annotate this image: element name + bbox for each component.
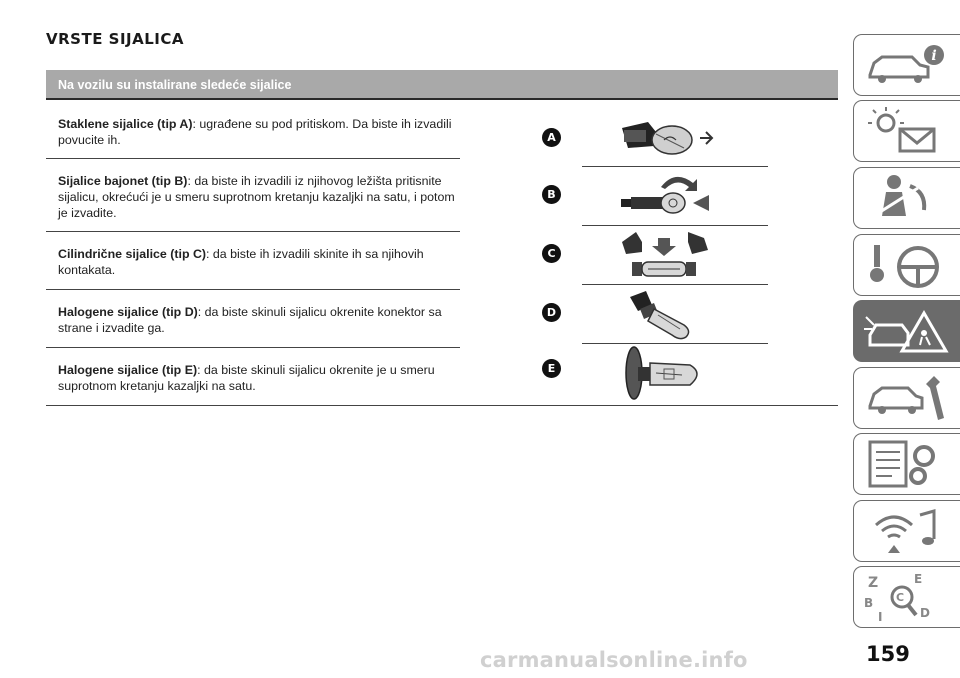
figure-divider <box>582 166 768 167</box>
figure-label-c: C <box>542 244 561 263</box>
figure-row-e <box>532 345 768 401</box>
tab-warning-lights[interactable] <box>853 100 960 162</box>
table-header <box>46 70 838 100</box>
figure-label-a: A <box>542 128 561 147</box>
bulb-type-description: : da biste ih izvadili skinite ih sa njihovih kontakata. <box>58 247 424 277</box>
row-text <box>58 246 458 278</box>
breakdown-triangle-icon <box>862 305 952 357</box>
bulb-type-term: Staklene sijalice (tip A) <box>58 117 193 131</box>
row-text <box>58 304 458 336</box>
table-bottom-rule <box>46 405 838 406</box>
bulb-type-term: Sijalice bajonet (tip B) <box>58 174 188 188</box>
technical-data-icon <box>862 438 952 490</box>
bulb-type-term: Cilindrične sijalice (tip C) <box>58 247 207 261</box>
bulb-type-term: Halogene sijalice (tip D) <box>58 305 198 319</box>
bulb-types-figure <box>532 112 768 402</box>
table-header-label: Na vozilu su instalirane sledeće sijalice <box>58 78 292 92</box>
figure-label-b: B <box>542 185 561 204</box>
halogen-bulb-d-illustration <box>624 287 704 343</box>
tab-car-info[interactable] <box>853 34 960 96</box>
row-text <box>58 362 458 394</box>
figure-label-d: D <box>542 303 561 322</box>
key-steering-wheel-icon <box>862 239 952 291</box>
figure-row-a <box>532 112 768 168</box>
car-info-icon <box>862 39 952 91</box>
tab-emergency[interactable] <box>853 300 960 362</box>
row-text <box>58 116 458 148</box>
tab-seat-airbag[interactable] <box>853 167 960 229</box>
car-maintenance-icon <box>862 372 952 424</box>
tab-index[interactable] <box>853 566 960 628</box>
cylindrical-bulb-illustration <box>618 228 714 284</box>
glass-bulb-illustration <box>614 114 714 162</box>
svg-text:C: C <box>896 591 905 604</box>
page-number: 159 <box>866 642 910 666</box>
figure-row-b <box>532 169 768 225</box>
watermark-text: carmanualsonline.info <box>480 648 748 672</box>
figure-divider <box>582 284 768 285</box>
tab-multimedia[interactable] <box>853 500 960 562</box>
row-text <box>58 173 458 221</box>
warning-lights-icon <box>862 105 952 157</box>
bulb-type-description: : da biste skinuli sijalicu okrenite je u smeru suprotnom kretanju kazaljki na satu. <box>58 363 435 393</box>
svg-text:i: i <box>931 48 937 64</box>
tab-technical-data[interactable] <box>853 433 960 495</box>
figure-divider <box>582 225 768 226</box>
index-search-icon <box>862 571 952 625</box>
bulb-type-description: : ugrađene su pod pritiskom. Da biste ih izvadili povucite ih. <box>58 117 452 147</box>
svg-text:I: I <box>878 610 883 624</box>
halogen-bulb-e-illustration <box>620 345 716 401</box>
figure-label-e: E <box>542 359 561 378</box>
tab-maintenance[interactable] <box>853 367 960 429</box>
figure-divider <box>582 343 768 344</box>
bulb-type-description: : da biste skinuli sijalicu okrenite konektor sa strane i izvadite ga. <box>58 305 442 335</box>
svg-text:E: E <box>914 572 923 586</box>
svg-text:B: B <box>864 596 874 610</box>
bulb-type-description: : da biste ih izvadili iz njihovog ležišta pritisnite sijalicu, okrećući je u smeru suprotnom kretanju kazaljki na satu, i potom je izvadite. <box>58 174 455 220</box>
figure-row-d <box>532 287 768 343</box>
seat-airbag-icon <box>862 172 952 224</box>
svg-text:D: D <box>920 606 930 620</box>
svg-text:Z: Z <box>868 575 879 591</box>
bayonet-bulb-illustration <box>617 169 717 223</box>
bulb-type-term: Halogene sijalice (tip E) <box>58 363 198 377</box>
page-title: VRSTE SIJALICA <box>46 30 184 48</box>
multimedia-icon <box>862 505 952 557</box>
figure-row-c <box>532 228 768 284</box>
tab-key-steering[interactable] <box>853 234 960 296</box>
